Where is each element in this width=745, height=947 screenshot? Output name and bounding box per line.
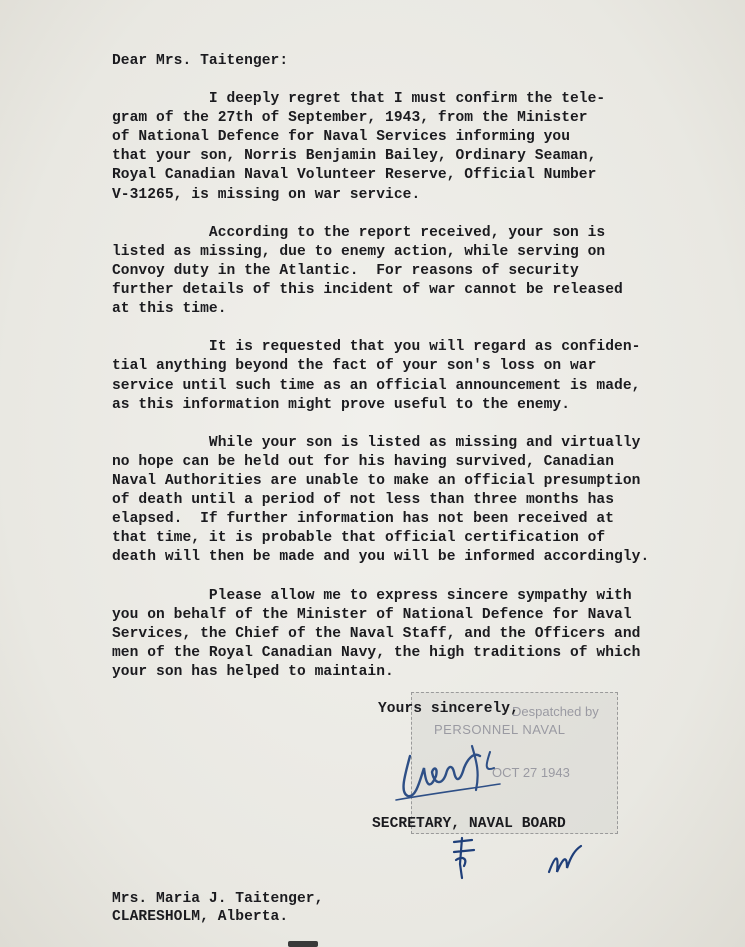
body-line: no hope can be held out for his having survived, Canadian [112,453,615,470]
closing: Yours sincerely, [378,701,519,717]
initials-mark-right [545,842,585,878]
body-line: service until such time as an official announcement is made, [112,377,641,394]
body-line: Royal Canadian Naval Volunteer Reserve, Official Number [112,167,597,184]
page-edge-mark [288,941,318,947]
body-line: your son has helped to maintain. [112,664,394,680]
body-line: listed as missing, due to enemy action, while serving on [112,243,606,260]
body-line: elapsed. If further information has not been received at [112,511,615,528]
salutation: Dear Mrs. Taitenger: [112,53,289,69]
body-line: of National Defence for Naval Services informing you [112,129,570,146]
body-line: further details of this incident of war cannot be released [112,282,623,298]
handwritten-signature [390,738,540,808]
body-line: as this information might prove useful to the enemy. [112,396,570,413]
body-line: of death until a period of not less than three months has [112,492,615,509]
body-line: men of the Royal Canadian Navy, the high traditions of which [112,644,641,661]
body-line: While your son is listed as missing and virtually [112,434,641,451]
initials-mark-left [448,836,484,880]
body-line: at this time. [112,301,227,318]
stamp-despatched: Despatched by [512,704,599,719]
body-line: According to the report received, your son is [112,224,606,241]
body-line: you on behalf of the Minister of National Defence for Naval [112,606,632,623]
body-line: gram of the 27th of September, 1943, from the Minister [112,110,588,127]
body-line: V-31265, is missing on war service. [112,186,421,203]
body-line: Please allow me to express sincere sympathy with [112,587,632,604]
body-line: death will then be made and you will be informed accordingly. [112,549,650,566]
stamp-personnel: PERSONNEL NAVAL [434,722,566,737]
body-line: that time, it is probable that official certification of [112,530,606,547]
recipient-address: CLARESHOLM, Alberta. [112,909,289,925]
signatory-title: SECRETARY, NAVAL BOARD [372,816,566,832]
body-line: Naval Authorities are unable to make an official presumption [112,473,641,489]
recipient-name: Mrs. Maria J. Taitenger, [112,891,324,907]
body-line: It is requested that you will regard as confiden- [112,339,641,356]
stamp-date: OCT 27 1943 [492,765,570,780]
body-line: Convoy duty in the Atlantic. For reasons of security [112,262,579,279]
body-line: I deeply regret that I must confirm the tele- [112,91,606,107]
body-line: tial anything beyond the fact of your son's loss on war [112,358,597,375]
body-line: Services, the Chief of the Naval Staff, and the Officers and [112,625,641,642]
body-line: that your son, Norris Benjamin Bailey, Ordinary Seaman, [112,148,597,165]
